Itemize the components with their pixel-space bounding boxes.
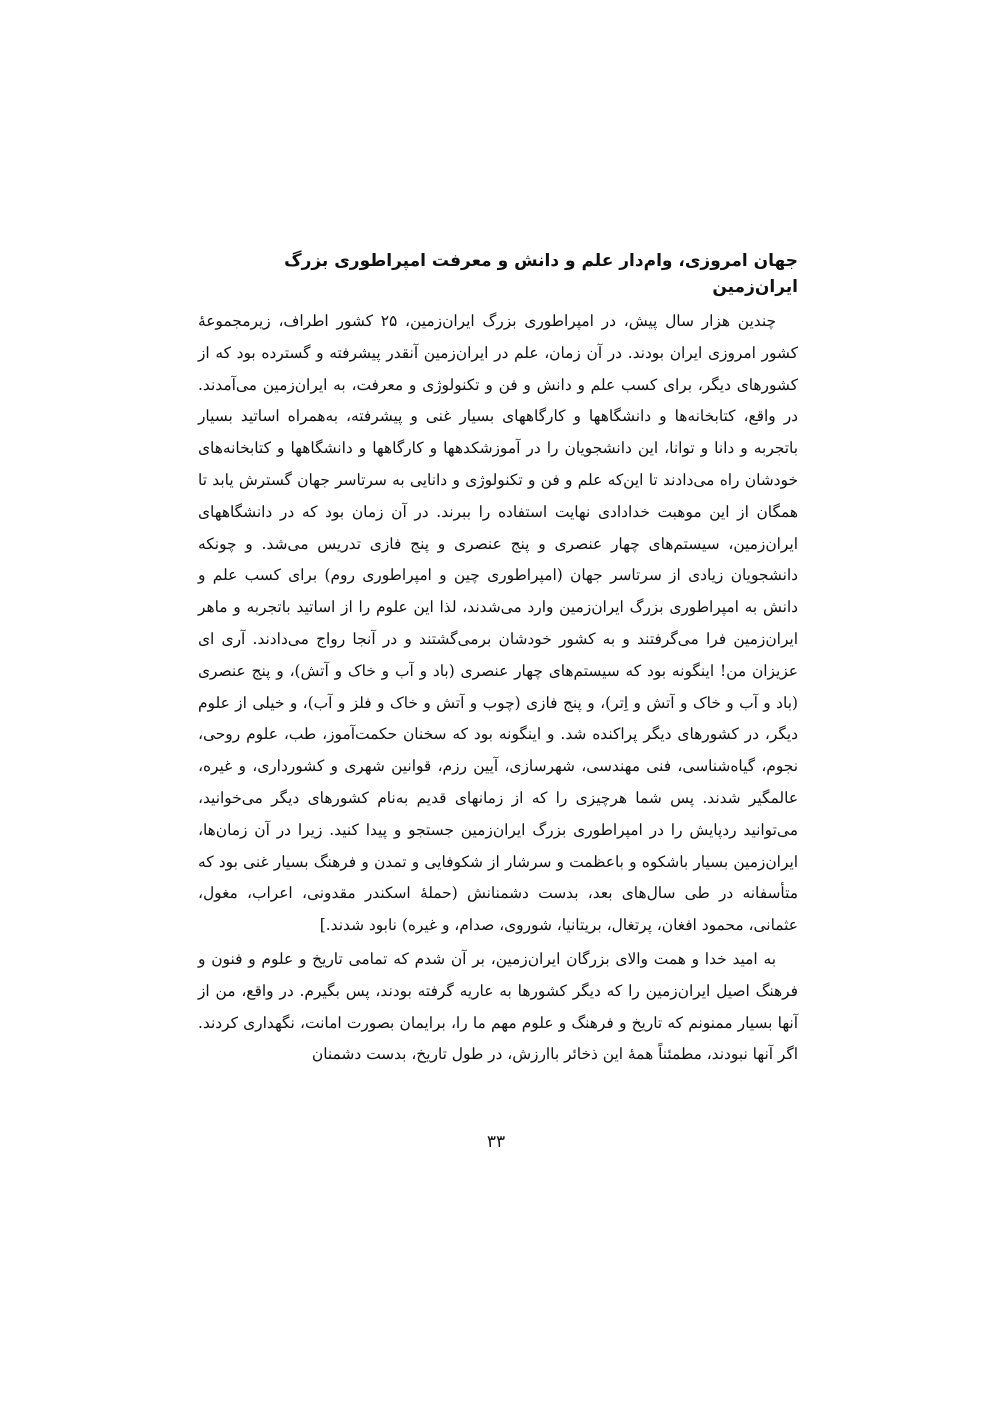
paragraph: به امید خدا و همت والای بزرگان ایران‌زمین، بر آن شدم که تمامی تاریخ و علوم و فنون و فرهنگ اصیل ایران‌زمین را که دیگر کشورها به عاریه گرفته بودند، پس بگیرم. در واقع، من از آنها بسیار ممنونم که تاریخ و فرهنگ و علوم مهم ما را، برایمان بصورت امانت، نگهداری کردند. اگر آنها نبودند، مطمئناً همهٔ این ذخائر باارزش، در طول تاریخ، بدست دشمنان xyxy=(198,949,798,1064)
paragraph: چندین هزار سال پیش، در امپراطوری بزرگ ایران‌زمین، ۲۵ کشور اطراف، زیرمجموعهٔ کشور امروزی ایران بودند. در آن زمان، علم در ایران‌زمین آنقدر پیشرفته و گسترده بود که از کشورهای دیگر، برای کسب علم و دانش و فن و تکنولوژی و معرفت، به ایران‌زمین می‌آمدند. در واقع، کتابخانه‌ها و دانشگاهها و کارگاههای بسیار غنی و پیشرفته، به‌همراه اساتید بسیار باتجربه و دانا و توانا، این دانشجویان را در آموزشکدهها و کارگاهها و دانشگاهها و کتابخانه‌های خودشان راه می‌دادند تا این‌که علم و فن و تکنولوژی و دانایی به سرتاسر جهان گسترش یابد تا همگان از این موهبت خدادادی نهایت استفاده را ببرند. در آن زمان بود که در دانشگاههای ایران‌زمین، سیستم‌های چهار عنصری و پنج عنصری و پنج فازی تدریس می‌شد. و چونکه دانشجویان زیادی از سرتاسر جهان (امپراطوری چین و امپراطوری روم) برای کسب علم و دانش به امپراطوری بزرگ ایران‌زمین وارد می‌شدند، لذا این علوم را از اساتید باتجربه و ماهر ایران‌زمین فرا می‌گرفتند و به کشور خودشان برمی‌گشتند و در آنجا رواج می‌دادند. آری ای عزیزان من! اینگونه بود که سیستم‌های چهار عنصری (باد و آب و خاک و آتش)، و پنج عنصری (باد و آب و خاک و آتش و اِتر)، و پنج فازی (چوب و آتش و خاک و فلز و آب)، و خیلی از علوم دیگر، در کشورهای دیگر پراکنده شد. و اینگونه بود که سخنان حکمت‌آموز، طب، علوم روحی، نجوم، گیاه‌شناسی، فنی مهندسی، شهرسازی، آیین رزم، قوانین شهری و کشورداری، و غیره، عالمگیر شدند. پس شما هرچیزی را که از زمانهای قدیم به‌نام کشورهای دیگر می‌خوانید، می‌توانید ردپایش را در امپراطوری بزرگ ایران‌زمین جستجو و پیدا کنید. زیرا در آن زمان‌ها، ایران‌زمین بسیار باشکوه و باعظمت و سرشار از شکوفایی و تمدن و فرهنگ بسیار غنی بود که متأسفانه در طی سال‌های بعد، بدست دشمنانش (حملهٔ اسکندر مقدونی، اعراب، مغول، عثمانی، محمود افغان، پرتغال، بریتانیا، شوروی، صدام، و غیره) نابود شدند.] xyxy=(198,312,798,935)
section-title: جهان امروزی، وام‌دار علم و دانش و معرفت امپراطوری بزرگ ایران‌زمین xyxy=(284,251,798,297)
page-number: ۳۳ xyxy=(486,1132,506,1152)
page-body xyxy=(198,248,798,1071)
